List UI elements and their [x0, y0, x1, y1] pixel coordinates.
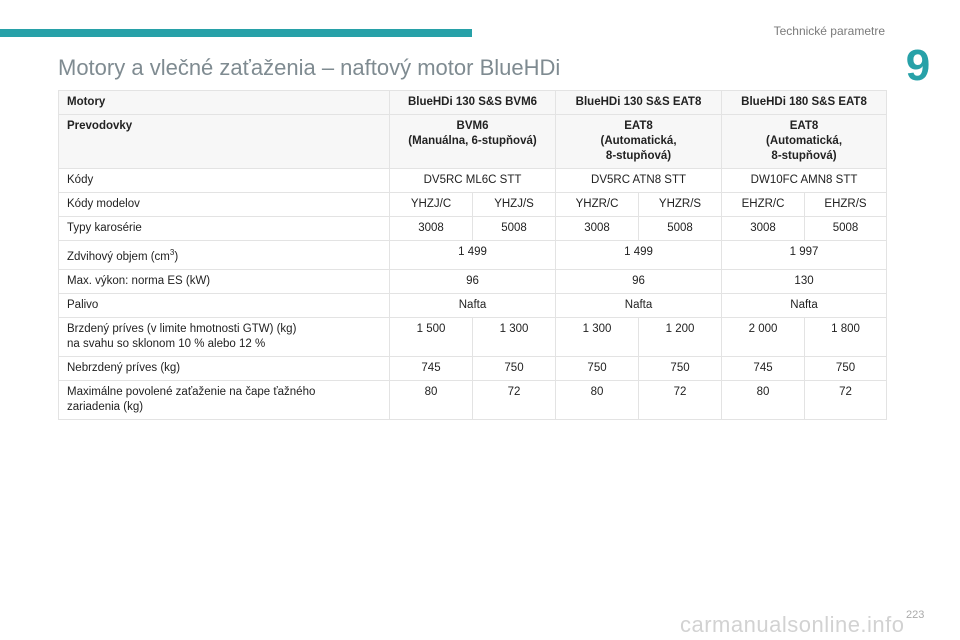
row-label-line: na svahu so sklonom 10 % alebo 12 % [67, 337, 266, 350]
table-cell: 5008 [639, 217, 722, 241]
row-label-line: Brzdený príves (v limite hmotnosti GTW) (kg) [67, 322, 297, 335]
table-cell: 1 500 [390, 317, 473, 356]
gearbox-cell [556, 115, 722, 169]
table-cell: 3008 [722, 217, 805, 241]
table-cell: YHZJ/S [473, 193, 556, 217]
table-cell: EHZR/S [805, 193, 887, 217]
gearbox-line: BVM6 [456, 120, 489, 132]
engine-spec-table [58, 90, 887, 420]
table-row-braked-trailer [59, 317, 887, 356]
row-label: Typy karosérie [59, 217, 390, 241]
table-cell: 80 [722, 380, 805, 419]
table-cell: Nafta [722, 293, 887, 317]
unit-superscript: 3 [169, 248, 175, 257]
table-row-displacement [59, 241, 887, 270]
table-row-gearbox [59, 115, 887, 169]
column-header: BlueHDi 130 S&S BVM6 [390, 91, 556, 115]
table-row-unbraked-trailer [59, 356, 887, 380]
table-cell: DV5RC ATN8 STT [556, 169, 722, 193]
row-label [59, 241, 390, 270]
gearbox-line: (Automatická, [600, 135, 677, 147]
table-cell: 1 800 [805, 317, 887, 356]
gearbox-line: (Manuálna, 6-stupňová) [408, 135, 537, 147]
table-cell: Nafta [556, 293, 722, 317]
table-cell: 750 [639, 356, 722, 380]
column-header: BlueHDi 130 S&S EAT8 [556, 91, 722, 115]
table-cell: 130 [722, 269, 887, 293]
table-cell: EHZR/C [722, 193, 805, 217]
table-cell: 1 200 [639, 317, 722, 356]
table-row-codes [59, 169, 887, 193]
table-cell: DV5RC ML6C STT [390, 169, 556, 193]
page-title: Motory a vlečné zaťaženia – naftový motor BlueHDi [58, 55, 561, 80]
table-cell: 72 [805, 380, 887, 419]
table-row-body-types [59, 217, 887, 241]
table-cell: YHZR/C [556, 193, 639, 217]
row-label-text: Zdvihový objem (cm [67, 250, 170, 263]
table-cell: 750 [556, 356, 639, 380]
row-label: Kódy [59, 169, 390, 193]
gearbox-line: EAT8 [789, 120, 819, 132]
row-label: Nebrzdený príves (kg) [59, 356, 390, 380]
row-label: Max. výkon: norma ES (kW) [59, 269, 390, 293]
gearbox-line: 8-stupňová) [605, 150, 672, 162]
gearbox-line: 8-stupňová) [771, 150, 837, 162]
row-label-suffix: ) [174, 250, 179, 263]
table-cell: DW10FC AMN8 STT [722, 169, 887, 193]
table-cell: 2 000 [722, 317, 805, 356]
row-label [59, 380, 390, 419]
table-cell: YHZJ/C [390, 193, 473, 217]
gearbox-line: (Automatická, [765, 135, 843, 147]
table-cell: 1 997 [722, 241, 887, 270]
watermark: carmanualsonline.info [680, 612, 905, 637]
table-cell: 1 300 [556, 317, 639, 356]
table-cell: 745 [722, 356, 805, 380]
gearbox-cell [722, 115, 887, 169]
page-number: 223 [906, 609, 925, 621]
table-cell: 1 300 [473, 317, 556, 356]
table-cell: 3008 [556, 217, 639, 241]
table-row-power [59, 269, 887, 293]
row-label: Motory [59, 91, 390, 115]
table-row-nose-weight [59, 380, 887, 419]
chapter-number: 9 [905, 41, 931, 90]
gearbox-cell [390, 115, 556, 169]
table-cell: 72 [473, 380, 556, 419]
row-label [59, 317, 390, 356]
table-cell: YHZR/S [639, 193, 722, 217]
table-cell: 72 [639, 380, 722, 419]
table-cell: 750 [473, 356, 556, 380]
table-cell: Nafta [390, 293, 556, 317]
row-label-line: Maximálne povolené zaťaženie na čape ťažného [67, 385, 316, 398]
table-row-fuel [59, 293, 887, 317]
row-label: Kódy modelov [59, 193, 390, 217]
table-cell: 750 [805, 356, 887, 380]
table-row-engines [59, 91, 887, 115]
table-row-model-codes [59, 193, 887, 217]
table-cell: 1 499 [556, 241, 722, 270]
table-cell: 745 [390, 356, 473, 380]
table-cell: 5008 [805, 217, 887, 241]
row-label: Prevodovky [59, 115, 390, 169]
table-cell: 3008 [390, 217, 473, 241]
table-cell: 96 [390, 269, 556, 293]
header-accent-bar [0, 29, 472, 37]
column-header: BlueHDi 180 S&S EAT8 [722, 91, 887, 115]
row-label-line: zariadenia (kg) [67, 400, 144, 413]
table-cell: 80 [390, 380, 473, 419]
gearbox-line: EAT8 [624, 120, 653, 132]
section-label: Technické parametre [773, 24, 885, 38]
table-cell: 1 499 [390, 241, 556, 270]
table-cell: 80 [556, 380, 639, 419]
row-label: Palivo [59, 293, 390, 317]
table-cell: 5008 [473, 217, 556, 241]
table-cell: 96 [556, 269, 722, 293]
